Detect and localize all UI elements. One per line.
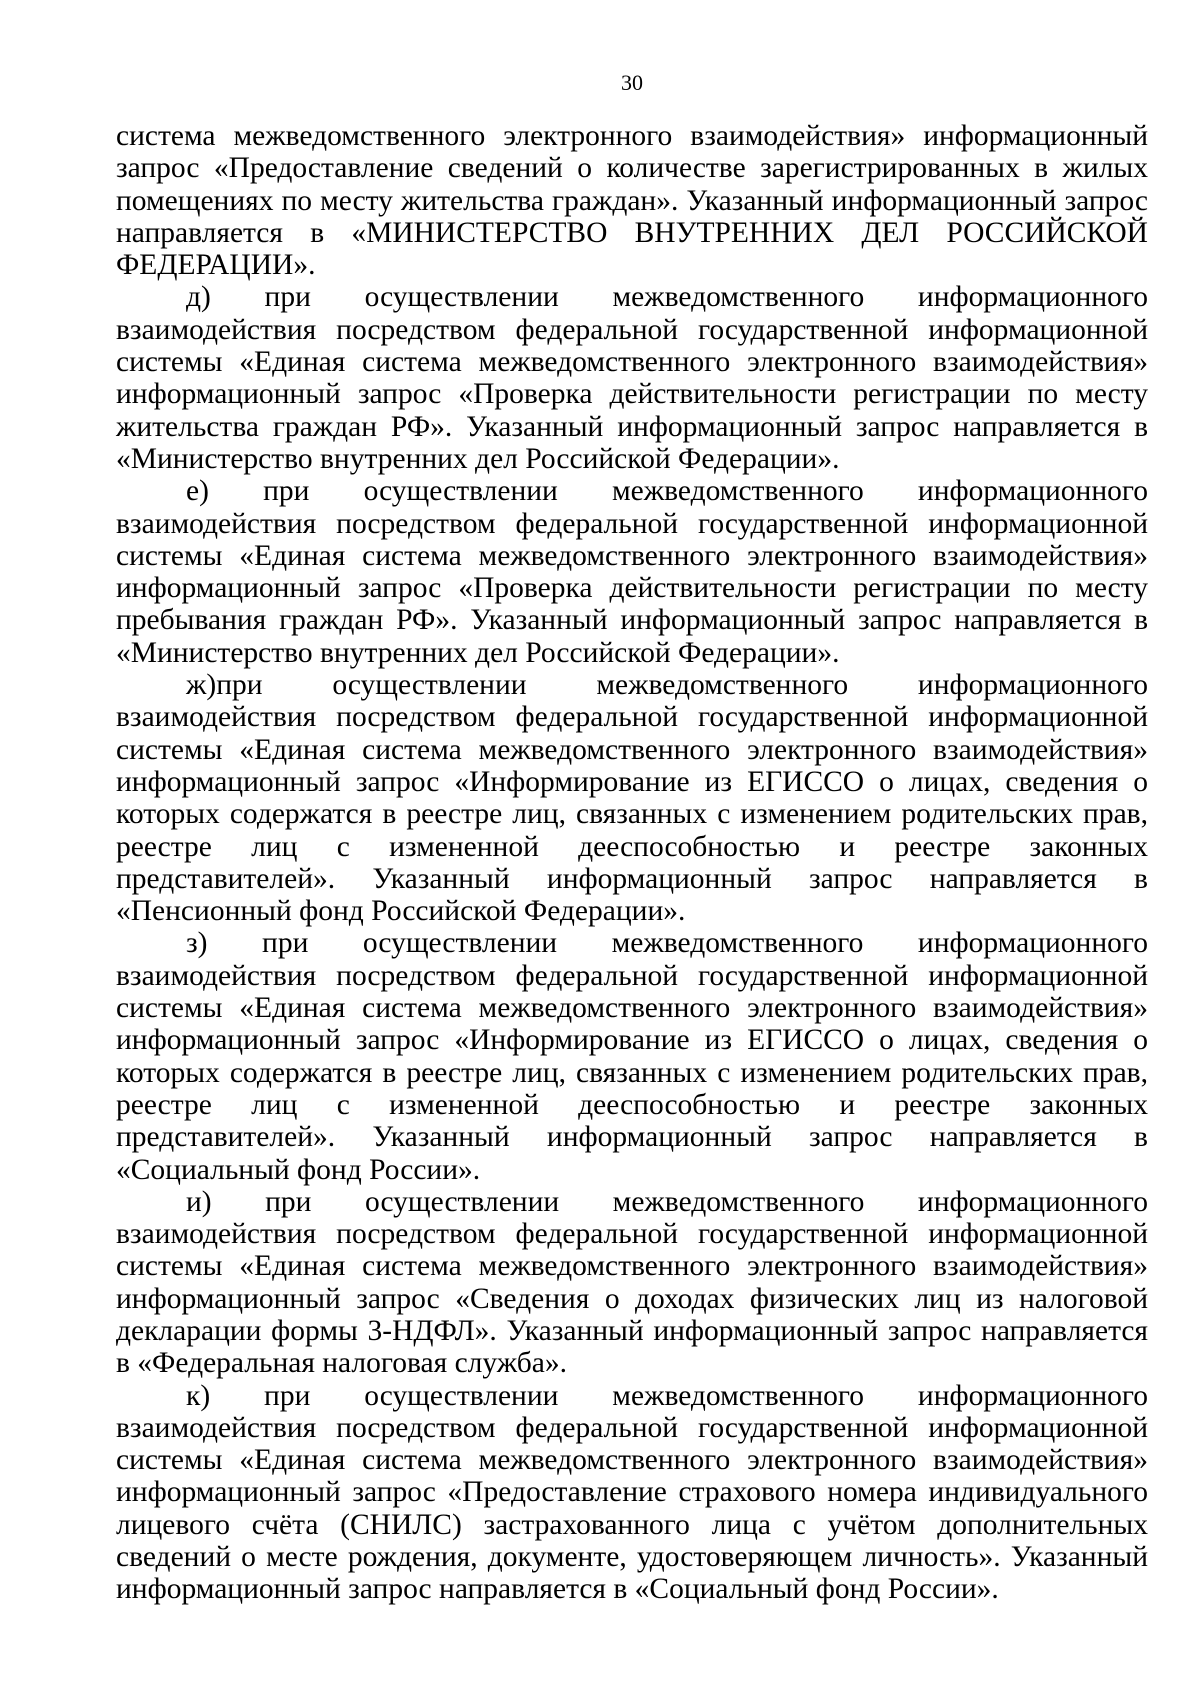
paragraph-item-e: е) при осуществлении межведомственного информационного взаимодействия посредством федеральной государственной информационной системы «Единая система межведомственного электронного взаимодействия» информационный запрос «Проверка действительности регистрации по месту пребывания граждан РФ». Указанный информационный запрос направляется в «Министерство внутренних дел Российской Федерации».	[116, 475, 1148, 669]
page-number: 30	[621, 70, 643, 95]
document-body	[116, 120, 1148, 1606]
paragraph-item-k: к) при осуществлении межведомственного информационного взаимодействия посредством федеральной государственной информационной системы «Единая система межведомственного электронного взаимодействия» информационный запрос «Предоставление страхового номера индивидуального лицевого счёта (СНИЛС) застрахованного лица с учётом дополнительных сведений о месте рождения, документе, удостоверяющем личность». Указанный информационный запрос направляется в «Социальный фонд России».	[116, 1379, 1148, 1606]
paragraph-item-zh: ж)при осуществлении межведомственного информационного взаимодействия посредством федеральной государственной информационной системы «Единая система межведомственного электронного взаимодействия» информационный запрос «Информирование из ЕГИССО о лицах, сведения о которых содержатся в реестре лиц, связанных с изменением родительских прав, реестре лиц с измененной дееспособностью и реестре законных представителей». Указанный информационный запрос направляется в «Пенсионный фонд Российской Федерации».	[116, 669, 1148, 928]
paragraph-item-d: д) при осуществлении межведомственного информационного взаимодействия посредством федеральной государственной информационной системы «Единая система межведомственного электронного взаимодействия» информационный запрос «Проверка действительности регистрации по месту жительства граждан РФ». Указанный информационный запрос направляется в «Министерство внутренних дел Российской Федерации».	[116, 281, 1148, 475]
paragraph-continuation: система межведомственного электронного взаимодействия» информационный запрос «Предоставление сведений о количестве зарегистрированных в жилых помещениях по месту жительства граждан». Указанный информационный запрос направляется в «МИНИСТЕРСТВО ВНУТРЕННИХ ДЕЛ РОССИЙСКОЙ ФЕДЕРАЦИИ».	[116, 120, 1148, 282]
paragraph-item-i: и) при осуществлении межведомственного информационного взаимодействия посредством федеральной государственной информационной системы «Единая система межведомственного электронного взаимодействия» информационный запрос «Сведения о доходах физических лиц из налоговой декларации формы 3-НДФЛ». Указанный информационный запрос направляется в «Федеральная налоговая служба».	[116, 1185, 1148, 1380]
paragraph-item-z: з) при осуществлении межведомственного информационного взаимодействия посредством федеральной государственной информационной системы «Единая система межведомственного электронного взаимодействия» информационный запрос «Информирование из ЕГИССО о лицах, сведения о которых содержатся в реестре лиц, связанных с изменением родительских прав, реестре лиц с измененной дееспособностью и реестре законных представителей». Указанный информационный запрос направляется в «Социальный фонд России».	[116, 927, 1148, 1186]
